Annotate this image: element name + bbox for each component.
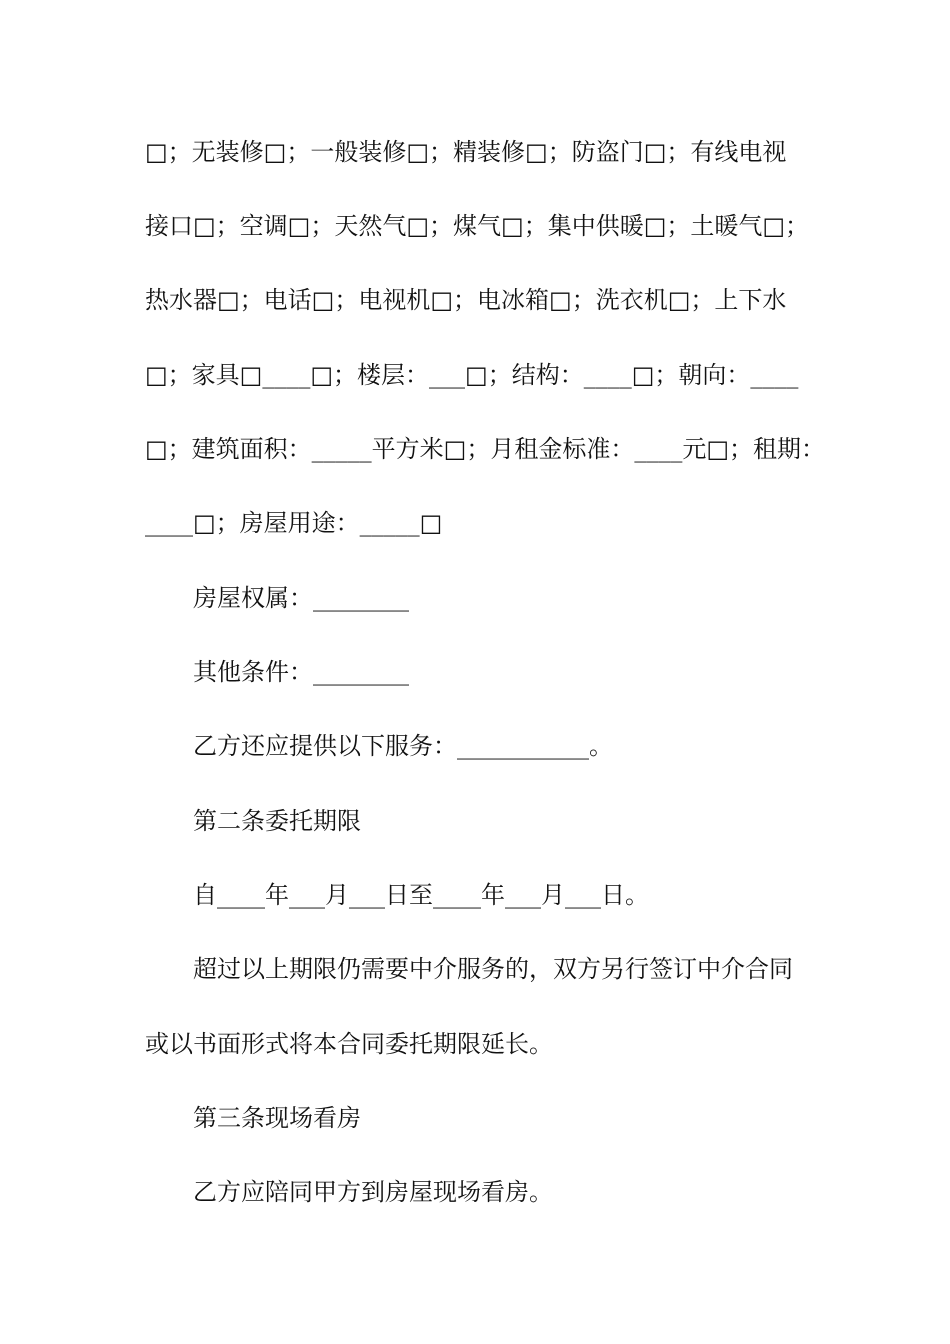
text-line: 超过以上期限仍需要中介服务的，双方另行签订中介合同 [193,955,793,983]
text-line: 热水器□；电话□；电视机□；电冰箱□；洗衣机□；上下水 [145,286,787,314]
section-heading: 第二条委托期限 [193,807,361,835]
text-line: 接口□；空调□；天然气□；煤气□；集中供暖□；土暖气□； [145,212,810,240]
text-line: □；家具□____□；楼层：___□；结构：____□；朝向：____ [145,361,799,389]
text-line: 乙方还应提供以下服务：___________。 [193,732,613,760]
text-line: 自____年___月___日至____年___月___日。 [193,881,649,909]
section-heading: 第三条现场看房 [193,1104,361,1132]
text-line: 其他条件：________ [193,658,409,686]
text-line: 乙方应陪同甲方到房屋现场看房。 [193,1178,553,1206]
text-line: ____□；房屋用途：_____□ [145,509,443,537]
text-line: □；建筑面积：_____平方米□；月租金标准：____元□；租期： [145,435,826,463]
text-line: □；无装修□；一般装修□；精装修□；防盗门□；有线电视 [145,138,787,166]
text-line: 或以书面形式将本合同委托期限延长。 [145,1030,553,1058]
text-line: 房屋权属：________ [193,584,409,612]
